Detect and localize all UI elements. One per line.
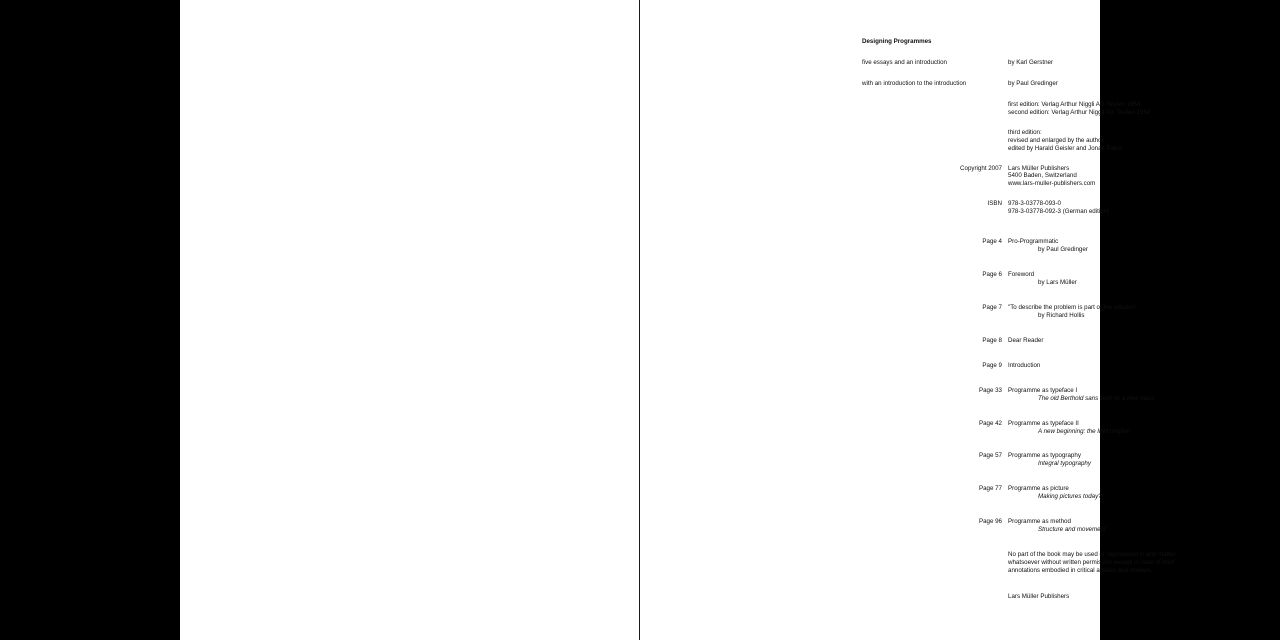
book-title: Designing Programmes <box>862 38 932 45</box>
toc-title[interactable]: Foreword <box>1008 271 1035 279</box>
legal-line: whatsoever without written permission except in case of brief <box>1008 559 1175 566</box>
toc-page-number: Page 77 <box>978 485 1002 493</box>
legal-line: No part of the book may be used or reproduced in any matter <box>1008 551 1176 559</box>
edition-line: second edition: Verlag Arthur Niggli AG Teufen 1968 <box>1008 108 1151 116</box>
toc-page-number: Page 6 <box>982 271 1002 279</box>
toc-entry <box>862 304 1242 320</box>
copyright-line: Lars Müller Publishers <box>1008 164 1070 172</box>
toc-entry <box>862 485 1242 501</box>
toc-page-number: Page 57 <box>978 452 1002 460</box>
toc-subtitle: Structure and movement <box>1038 526 1106 534</box>
legal-notice <box>1008 551 1238 575</box>
toc-page-number: Page 42 <box>978 419 1002 427</box>
isbn-row <box>862 200 1242 216</box>
edition-line: first edition: Verlag Arthur Niggli AG Teufen 1964 <box>1008 100 1141 108</box>
isbn-line: 978-3-03778-092-3 (German edition) <box>1008 208 1110 216</box>
toc-subtitle: by Paul Gredinger <box>1038 246 1088 254</box>
introduction-row <box>862 80 1242 88</box>
subtitle-author: by Karl Gerstner <box>1008 58 1054 66</box>
toc-title[interactable]: Introduction <box>1008 361 1041 369</box>
third-edition-row <box>862 129 1242 153</box>
copyright-details <box>1008 165 1242 189</box>
third-edition-line: third edition: <box>1008 128 1042 136</box>
page-right-colophon <box>640 0 1176 640</box>
isbn-label: ISBN <box>987 200 1002 208</box>
subtitle-row <box>862 59 1242 67</box>
book-spread <box>180 0 1176 640</box>
toc-page-number: Page 8 <box>982 336 1002 344</box>
toc-title[interactable]: Dear Reader <box>1008 336 1044 344</box>
toc-entry <box>862 387 1242 403</box>
third-edition-line: edited by Harald Geisler and Jonas Pabst <box>1008 144 1123 152</box>
publisher-website[interactable]: www.lars-muller-publishers.com <box>1008 180 1096 188</box>
table-of-contents <box>862 238 1242 534</box>
publisher-name: Lars Müller Publishers <box>1008 592 1070 600</box>
toc-subtitle: A new beginning: the IBM original <box>1038 427 1130 435</box>
editions-row <box>862 101 1242 117</box>
introduction-author: by Paul Gredinger <box>1008 79 1058 87</box>
toc-subtitle: The old Berthold sans serif on a new basis <box>1038 394 1155 402</box>
subtitle-label: five essays and an introduction <box>862 58 947 66</box>
third-edition-line: revised and enlarged by the author <box>1008 136 1104 144</box>
copyright-line: 5400 Baden, Switzerland <box>1008 172 1077 180</box>
toc-entry <box>862 420 1242 436</box>
toc-title[interactable]: Programme as typography <box>1008 452 1081 460</box>
third-edition-list <box>1008 129 1242 153</box>
legal-line: annotations embodied in critical articles and reviews. <box>1008 566 1153 574</box>
isbn-values <box>1008 200 1242 216</box>
toc-title[interactable]: Programme as typeface II <box>1008 419 1079 427</box>
colophon-block <box>862 38 1242 601</box>
editions-list <box>1008 101 1242 117</box>
toc-entry <box>862 362 1242 370</box>
toc-entry <box>862 271 1242 287</box>
toc-title[interactable]: "To describe the problem is part of the solution" <box>1008 303 1138 311</box>
toc-page-number: Page 7 <box>982 303 1002 311</box>
toc-title[interactable]: Pro-Programmatic <box>1008 238 1059 246</box>
toc-entry <box>862 238 1242 254</box>
toc-title[interactable]: Programme as typeface I <box>1008 386 1078 394</box>
toc-subtitle: Making pictures today? <box>1038 493 1102 501</box>
toc-page-number: Page 96 <box>978 518 1002 526</box>
toc-subtitle: by Richard Hollis <box>1038 311 1085 319</box>
toc-title[interactable]: Programme as method <box>1008 518 1071 526</box>
toc-subtitle: by Lars Müller <box>1038 279 1077 286</box>
page-left-blank <box>180 0 640 640</box>
copyright-label: Copyright 2007 <box>960 164 1002 172</box>
toc-page-number: Page 33 <box>978 386 1002 394</box>
copyright-row <box>862 165 1242 189</box>
toc-entry <box>862 452 1242 468</box>
toc-subtitle: Integral typography <box>1038 460 1091 468</box>
introduction-label: with an introduction to the introduction <box>862 79 967 87</box>
toc-entry <box>862 337 1242 345</box>
isbn-line: 978-3-03778-093-0 <box>1008 200 1061 208</box>
toc-title[interactable]: Programme as picture <box>1008 485 1069 493</box>
toc-entry <box>862 518 1242 534</box>
toc-page-number: Page 9 <box>982 361 1002 369</box>
toc-page-number: Page 4 <box>982 238 1002 246</box>
